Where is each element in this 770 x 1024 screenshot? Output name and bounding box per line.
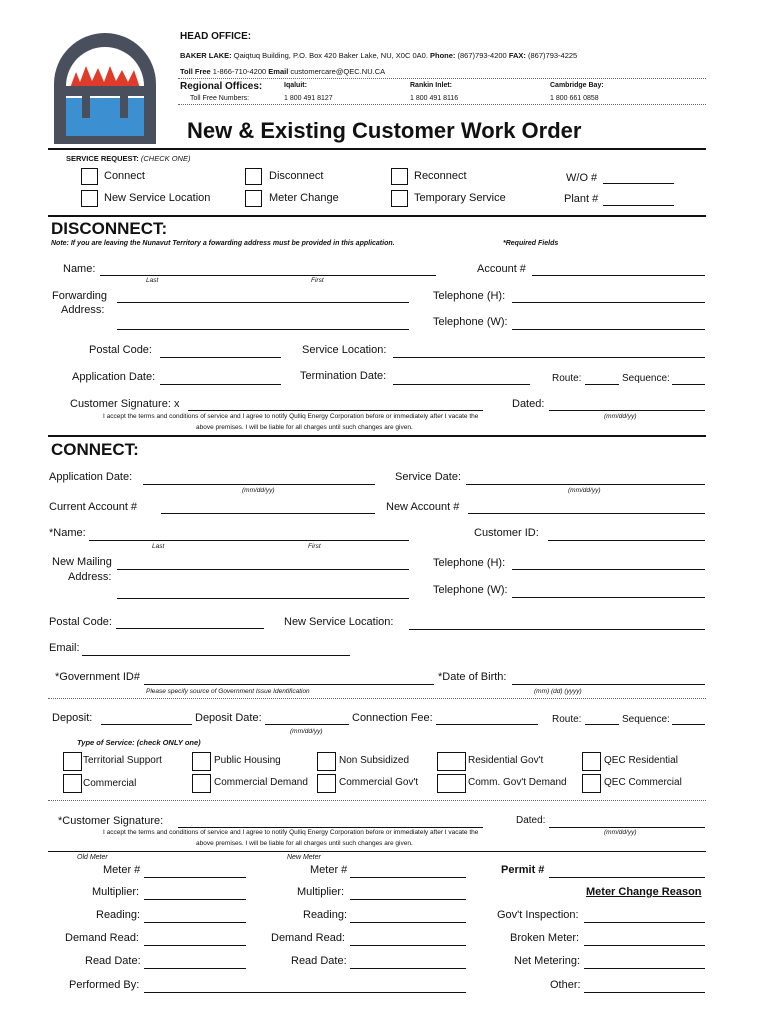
disc-address-label: Address:	[61, 304, 105, 316]
new-service-location-checkbox[interactable]	[81, 190, 98, 207]
disc-sequence-label: Sequence:	[622, 373, 670, 384]
broken-meter-field[interactable]	[584, 945, 705, 946]
new-demand-read-field[interactable]	[350, 945, 466, 946]
conn-tel-h-field[interactable]	[512, 569, 705, 570]
plant-label: Plant #	[564, 193, 599, 205]
page-title: New & Existing Customer Work Order	[187, 118, 582, 143]
conn-new-service-location-field[interactable]	[409, 629, 705, 630]
disc-term-date-field[interactable]	[393, 384, 530, 385]
conn-gov-id-field[interactable]	[144, 684, 434, 685]
conn-route-field[interactable]	[585, 724, 619, 725]
wo-label: W/O #	[566, 172, 598, 184]
commercial-demand-checkbox[interactable]	[192, 774, 211, 793]
disc-last-hint: Last	[146, 277, 159, 284]
disc-dated-hint: (mm/dd/yy)	[604, 413, 637, 420]
conn-terms-line2: above premises. I will be liable for all charges until such changes are given.	[196, 840, 413, 847]
public-housing-label: Public Housing	[214, 755, 281, 766]
conn-deposit-date-hint: (mm/dd/yy)	[290, 728, 323, 735]
public-housing-checkbox[interactable]	[192, 752, 211, 771]
conn-new-account-field[interactable]	[468, 513, 705, 514]
rankin-label: Rankin Inlet:	[410, 82, 453, 89]
conn-new-service-location-label: New Service Location:	[284, 616, 394, 628]
conn-signature-field[interactable]	[178, 827, 483, 828]
disconnect-option-label: Disconnect	[269, 170, 324, 182]
disc-first-hint: First	[311, 277, 324, 284]
disc-account-label: Account #	[477, 263, 526, 275]
comm-govt-demand-checkbox[interactable]	[437, 774, 466, 793]
conn-name-field[interactable]	[89, 540, 409, 541]
gov-inspection-label: Gov't Inspection:	[497, 909, 579, 921]
new-service-location-option-label: New Service Location	[104, 192, 211, 204]
conn-name-label: *Name:	[49, 527, 86, 539]
required-fields-note: *Required Fields	[503, 240, 559, 247]
territorial-support-label: Territorial Support	[83, 755, 162, 766]
commercial-checkbox[interactable]	[63, 774, 82, 793]
disc-name-label: Name:	[63, 263, 96, 275]
disc-route-label: Route:	[552, 373, 582, 384]
cambridge-label: Cambridge Bay:	[550, 82, 604, 89]
conn-dated-field[interactable]	[549, 827, 705, 828]
performed-by-label: Performed By:	[69, 979, 140, 991]
commercial-label: Commercial	[83, 778, 137, 789]
disc-app-date-field[interactable]	[160, 384, 281, 385]
disc-signature-label: Customer Signature: x	[70, 398, 180, 410]
old-multiplier-field[interactable]	[144, 899, 246, 900]
conn-deposit-field[interactable]	[101, 724, 192, 725]
commercial-govt-label: Commercial Gov't	[339, 777, 419, 788]
disc-address-line1[interactable]	[117, 302, 409, 303]
disc-forwarding-label: Forwarding	[52, 290, 108, 302]
new-meter-no-label: Meter #	[310, 864, 348, 876]
conn-email-field[interactable]	[82, 655, 350, 656]
non-subsidized-checkbox[interactable]	[317, 752, 336, 771]
meter-change-checkbox[interactable]	[245, 190, 262, 207]
meter-change-option-label: Meter Change	[269, 192, 339, 204]
qec-residential-label: QEC Residential	[604, 755, 678, 766]
disc-tel-h-label: Telephone (H):	[433, 290, 506, 302]
conn-signature-label: *Customer Signature:	[58, 815, 164, 827]
iqaluit-label: Iqaluit:	[284, 82, 307, 89]
disconnect-heading: DISCONNECT:	[51, 219, 168, 238]
disc-name-field[interactable]	[100, 275, 436, 276]
new-multiplier-label: Multiplier:	[297, 886, 345, 898]
conn-app-date-label: Application Date:	[49, 471, 133, 483]
conn-tel-h-label: Telephone (H):	[433, 557, 506, 569]
conn-address-line2[interactable]	[117, 598, 409, 599]
disconnect-checkbox[interactable]	[245, 168, 262, 185]
wo-field[interactable]	[603, 183, 674, 184]
toll-free-numbers-label: Toll Free Numbers:	[190, 95, 250, 102]
conn-route-label: Route:	[552, 714, 582, 725]
conn-dob-hint: (mm) (dd) (yyyy)	[534, 688, 582, 695]
cambridge-number: 1 800 661 0858	[550, 95, 599, 102]
disconnect-note: Note: If you are leaving the Nunavut Territory a fowarding address must be provided in this application.	[51, 240, 395, 247]
disc-tel-h-field[interactable]	[512, 302, 705, 303]
conn-service-date-hint: (mm/dd/yy)	[568, 487, 601, 494]
old-meter-no-label: Meter #	[103, 864, 141, 876]
qec-residential-checkbox[interactable]	[582, 752, 601, 771]
permit-field[interactable]	[549, 877, 705, 878]
residential-govt-checkbox[interactable]	[437, 752, 466, 771]
conn-app-date-field[interactable]	[143, 484, 375, 485]
qec-commercial-checkbox[interactable]	[582, 774, 601, 793]
conn-customer-id-field[interactable]	[548, 540, 705, 541]
disc-tel-w-field[interactable]	[512, 329, 705, 330]
non-subsidized-label: Non Subsidized	[339, 755, 410, 766]
other-label: Other:	[550, 979, 581, 991]
conn-deposit-date-field[interactable]	[265, 724, 349, 725]
conn-current-account-label: Current Account #	[49, 501, 138, 513]
conn-dated-hint: (mm/dd/yy)	[604, 829, 637, 836]
disc-dated-field[interactable]	[549, 410, 705, 411]
connect-option-label: Connect	[104, 170, 145, 182]
baker-lake-line: BAKER LAKE: Qaiqtuq Building, P.O. Box 420 Baker Lake, NU, X0C 0A0. Phone: (867)793-4200 FAX: (867)793-4225	[180, 51, 578, 60]
old-reading-field[interactable]	[144, 922, 246, 923]
conn-service-date-field[interactable]	[466, 484, 705, 485]
conn-tel-w-field[interactable]	[512, 597, 705, 598]
commercial-demand-label: Commercial Demand	[214, 777, 308, 788]
conn-new-account-label: New Account #	[386, 501, 460, 513]
conn-postal-label: Postal Code:	[49, 616, 112, 628]
old-reading-label: Reading:	[96, 909, 141, 921]
conn-dob-field[interactable]	[512, 684, 705, 685]
conn-customer-id-label: Customer ID:	[474, 527, 539, 539]
net-metering-field[interactable]	[584, 968, 705, 969]
reconnect-checkbox[interactable]	[391, 168, 408, 185]
conn-first-hint: First	[308, 543, 321, 550]
disc-dated-label: Dated:	[512, 398, 545, 410]
conn-address-line1[interactable]	[117, 569, 409, 570]
disc-postal-field[interactable]	[160, 357, 281, 358]
old-multiplier-label: Multiplier:	[92, 886, 140, 898]
qec-logo-icon	[46, 26, 164, 146]
disc-service-location-field[interactable]	[393, 357, 705, 358]
meter-change-reason-heading: Meter Change Reason	[586, 886, 702, 898]
service-request-label: SERVICE REQUEST: (CHECK ONE)	[66, 154, 191, 163]
connect-heading: CONNECT:	[51, 440, 139, 459]
conn-new-mailing-label: New Mailing	[52, 556, 112, 568]
conn-sequence-field[interactable]	[672, 724, 705, 725]
disc-sequence-field[interactable]	[672, 384, 705, 385]
territorial-support-checkbox[interactable]	[63, 752, 82, 771]
plant-field[interactable]	[603, 205, 674, 206]
new-read-date-field[interactable]	[350, 968, 466, 969]
conn-current-account-field[interactable]	[161, 513, 375, 514]
disc-terms-line2: above premises. I will be liable for all charges until such changes are given.	[196, 424, 413, 431]
conn-gov-id-label: *Government ID#	[55, 671, 140, 683]
permit-label: Permit #	[501, 864, 545, 876]
new-reading-label: Reading:	[303, 909, 348, 921]
old-demand-read-field[interactable]	[144, 945, 246, 946]
iqaluit-number: 1 800 491 8127	[284, 95, 333, 102]
conn-connection-fee-label: Connection Fee:	[352, 712, 433, 724]
conn-sequence-label: Sequence:	[622, 714, 670, 725]
net-metering-label: Net Metering:	[514, 955, 581, 967]
disc-app-date-label: Application Date:	[72, 371, 156, 383]
old-meter-no-field[interactable]	[144, 877, 246, 878]
old-read-date-label: Read Date:	[85, 955, 141, 967]
new-reading-field[interactable]	[350, 922, 466, 923]
disc-service-location-label: Service Location:	[302, 344, 387, 356]
disc-signature-field[interactable]	[188, 410, 483, 411]
conn-last-hint: Last	[152, 543, 165, 550]
new-meter-label: New Meter	[287, 854, 321, 861]
conn-address-label: Address:	[68, 571, 112, 583]
broken-meter-label: Broken Meter:	[510, 932, 580, 944]
conn-postal-field[interactable]	[116, 628, 264, 629]
new-demand-read-label: Demand Read:	[271, 932, 345, 944]
comm-govt-demand-label: Comm. Gov't Demand	[468, 777, 567, 788]
conn-app-date-hint: (mm/dd/yy)	[242, 487, 275, 494]
type-of-service-label: Type of Service: (check ONLY one)	[77, 738, 201, 747]
qec-commercial-label: QEC Commercial	[604, 777, 682, 788]
disc-route-field[interactable]	[585, 384, 619, 385]
reconnect-option-label: Reconnect	[414, 170, 467, 182]
connect-checkbox[interactable]	[81, 168, 98, 185]
disc-postal-label: Postal Code:	[89, 344, 152, 356]
conn-email-label: Email:	[49, 642, 80, 654]
head-office-label: HEAD OFFICE:	[180, 31, 252, 42]
disc-terms-line1: I accept the terms and conditions of service and I agree to notify Qulliq Energy Corporation before or immediately after I vacate the	[103, 413, 479, 420]
gov-inspection-field[interactable]	[584, 922, 705, 923]
commercial-govt-checkbox[interactable]	[317, 774, 336, 793]
new-multiplier-field[interactable]	[350, 899, 466, 900]
temporary-service-option-label: Temporary Service	[414, 192, 506, 204]
other-field[interactable]	[584, 992, 705, 993]
conn-gov-id-hint: Please specify source of Government Issue Identification	[146, 688, 310, 695]
conn-deposit-date-label: Deposit Date:	[195, 712, 262, 724]
disc-address-line2[interactable]	[117, 329, 409, 330]
performed-by-field[interactable]	[144, 992, 466, 993]
residential-govt-label: Residential Gov't	[468, 755, 544, 766]
conn-terms-line1: I accept the terms and conditions of service and I agree to notify Qulliq Energy Corporation before or immediately after I vacate the	[103, 829, 479, 836]
disc-tel-w-label: Telephone (W):	[433, 316, 508, 328]
old-demand-read-label: Demand Read:	[65, 932, 139, 944]
old-read-date-field[interactable]	[144, 968, 246, 969]
temporary-service-checkbox[interactable]	[391, 190, 408, 207]
new-meter-no-field[interactable]	[350, 877, 466, 878]
tollfree-line: Toll Free 1-866-710-4200 Email customercare@QEC.NU.CA	[180, 67, 386, 76]
conn-dob-label: *Date of Birth:	[438, 671, 507, 683]
conn-tel-w-label: Telephone (W):	[433, 584, 508, 596]
conn-dated-label: Dated:	[516, 815, 546, 826]
conn-service-date-label: Service Date:	[395, 471, 462, 483]
new-read-date-label: Read Date:	[291, 955, 347, 967]
disc-term-date-label: Termination Date:	[300, 370, 387, 382]
conn-deposit-label: Deposit:	[52, 712, 93, 724]
conn-connection-fee-field[interactable]	[436, 724, 538, 725]
regional-offices-label: Regional Offices:	[180, 81, 263, 92]
old-meter-label: Old Meter	[77, 854, 108, 861]
rankin-number: 1 800 491 8116	[410, 95, 459, 102]
disc-account-field[interactable]	[532, 275, 705, 276]
